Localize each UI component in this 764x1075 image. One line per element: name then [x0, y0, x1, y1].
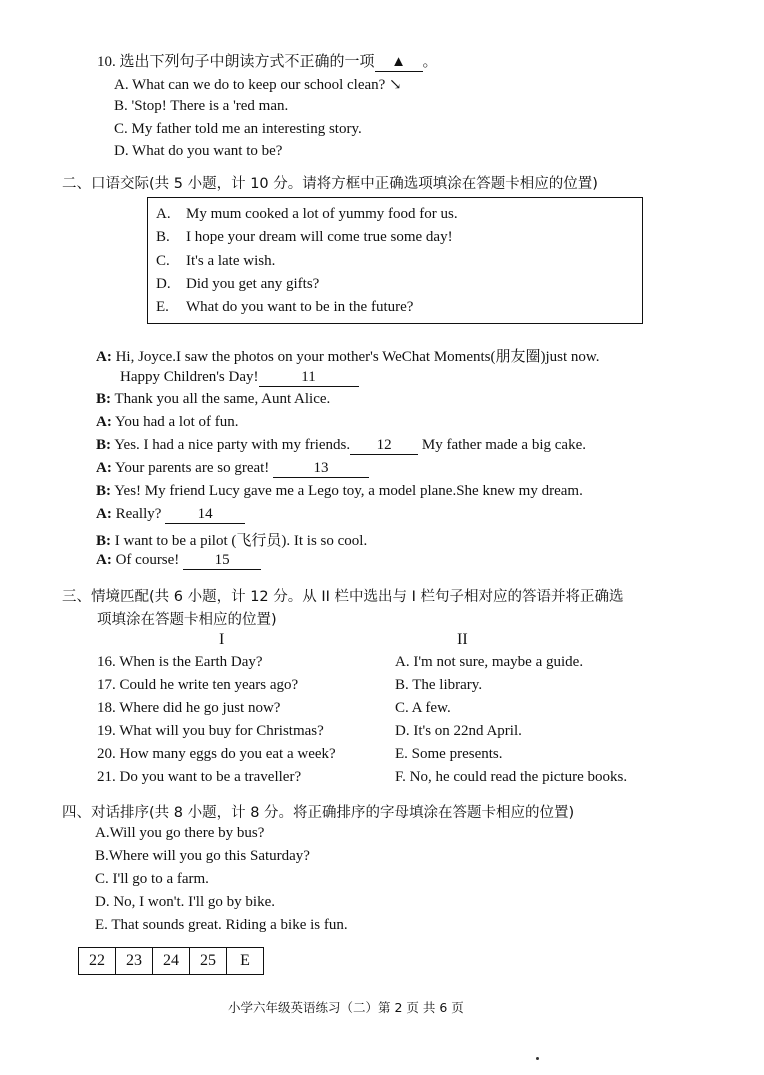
section3-title-line2: 项填涂在答题卡相应的位置): [97, 612, 277, 628]
dialogue-line-7: [96, 483, 583, 500]
dialogue-text: I want to be a pilot (飞行员). It is so cool.: [114, 533, 368, 549]
column-i-header: I: [219, 631, 225, 648]
box-option-letter: A.: [156, 206, 171, 222]
speaker-label: B:: [96, 391, 111, 407]
dialogue-text: Really?: [115, 506, 162, 522]
box-option-letter: B.: [156, 229, 170, 245]
q10-option-c: C. My father told me an interesting story.: [114, 121, 362, 137]
dialogue-line-6: [96, 460, 369, 478]
match-question-16: 16. When is the Earth Day?: [97, 654, 263, 670]
answer-blank-11: 11: [259, 369, 359, 387]
speaker-label: A:: [96, 349, 112, 365]
answer-blank-14: 14: [165, 506, 245, 524]
box-option-d: [156, 276, 319, 293]
answer-blank-12: 12: [350, 437, 418, 455]
dialogue-line-10: [96, 552, 261, 570]
order-line-b: B.Where will you go this Saturday?: [95, 848, 310, 864]
q10-blank: [375, 54, 423, 72]
match-question-19: 19. What will you buy for Christmas?: [97, 723, 324, 739]
match-answer-a: A. I'm not sure, maybe a guide.: [395, 654, 584, 670]
dialogue-text: Thank you all the same, Aunt Alice.: [114, 391, 331, 407]
box-option-text: I hope your dream will come true some day!: [186, 229, 453, 245]
page-footer: 小学六年级英语练习（二）第 2 页 共 6 页: [228, 1000, 464, 1015]
section3-title-line1: 三、情境匹配(共 6 小题，计 12 分。从 II 栏中选出与 I 栏句子相对应的答语并将正确选: [62, 589, 624, 605]
q10-prompt: [97, 50, 438, 72]
order-line-e: E. That sounds great. Riding a bike is fun.: [95, 917, 348, 933]
order-line-c: C. I'll go to a farm.: [95, 871, 209, 887]
box-option-letter: D.: [156, 276, 171, 292]
answer-order-table: [78, 947, 264, 975]
match-question-18: 18. Where did he go just now?: [97, 700, 281, 716]
box-option-text: My mum cooked a lot of yummy food for us.: [186, 206, 458, 222]
answer-cell-25: 25: [190, 948, 227, 975]
answer-blank-13: 13: [273, 460, 369, 478]
scan-speck: [536, 1057, 539, 1060]
order-line-a: A.Will you go there by bus?: [95, 825, 265, 841]
dialogue-text: Of course!: [115, 552, 180, 568]
box-option-text: What do you want to be in the future?: [186, 299, 414, 315]
box-option-e: [156, 299, 413, 316]
box-option-letter: E.: [156, 299, 169, 315]
q10-option-a: A. What can we do to keep our school clean? ↘: [114, 77, 402, 93]
q10-end: 。: [422, 54, 438, 70]
q10-blank-mark: ▲: [391, 54, 406, 70]
dialogue-text: Yes! My friend Lucy gave me a Lego toy, a model plane.She knew my dream.: [114, 483, 583, 499]
section4-title: 四、对话排序(共 8 小题，计 8 分。将正确排序的字母填涂在答题卡相应的位置): [62, 805, 575, 821]
dialogue-line-5: [96, 437, 586, 455]
dialogue-text: Yes. I had a nice party with my friends.: [114, 437, 351, 453]
dialogue-line-3: [96, 391, 330, 408]
speaker-label: B:: [96, 483, 111, 499]
dialogue-line-9: [96, 529, 367, 550]
dialogue-line-1: [96, 345, 600, 366]
speaker-label: B:: [96, 437, 111, 453]
dialogue-line-8: [96, 506, 245, 524]
match-answer-c: C. A few.: [395, 700, 451, 716]
box-option-a: [156, 206, 458, 223]
order-line-d: D. No, I won't. I'll go by bike.: [95, 894, 275, 910]
dialogue-text: Your parents are so great!: [115, 460, 270, 476]
answer-cell-24: 24: [153, 948, 190, 975]
speaker-label: A:: [96, 552, 112, 568]
box-option-text: Did you get any gifts?: [186, 276, 320, 292]
box-option-c: [156, 253, 275, 270]
match-answer-e: E. Some presents.: [395, 746, 503, 762]
answer-cell-23: 23: [116, 948, 153, 975]
answer-cell-22: 22: [79, 948, 116, 975]
speaker-label: B:: [96, 533, 111, 549]
box-option-text: It's a late wish.: [186, 253, 276, 269]
section2-option-box: [147, 197, 643, 324]
match-answer-d: D. It's on 22nd April.: [395, 723, 522, 739]
dialogue-text: My father made a big cake.: [421, 437, 586, 453]
dialogue-text: Happy Children's Day!: [120, 369, 259, 385]
q10-option-b: B. 'Stop! There is a 'red man.: [114, 98, 289, 114]
speaker-label: A:: [96, 414, 112, 430]
match-question-20: 20. How many eggs do you eat a week?: [97, 746, 336, 762]
speaker-label: A:: [96, 506, 112, 522]
answer-cell-e: E: [227, 948, 264, 975]
q10-number: 10.: [97, 54, 116, 70]
dialogue-line-4: [96, 414, 239, 431]
q10-option-d: D. What do you want to be?: [114, 143, 283, 159]
dialogue-text: You had a lot of fun.: [115, 414, 239, 430]
dialogue-text: Hi, Joyce.I saw the photos on your mother's WeChat Moments(朋友圈)just now.: [115, 349, 600, 365]
box-option-b: [156, 229, 453, 246]
dialogue-line-2: [120, 369, 359, 387]
box-option-letter: C.: [156, 253, 170, 269]
match-question-21: 21. Do you want to be a traveller?: [97, 769, 302, 785]
section2-title: 二、口语交际(共 5 小题，计 10 分。请将方框中正确选项填涂在答题卡相应的位置): [62, 176, 598, 192]
match-answer-b: B. The library.: [395, 677, 483, 693]
q10-text: 选出下列句子中朗读方式不正确的一项: [119, 54, 375, 70]
answer-blank-15: 15: [183, 552, 261, 570]
speaker-label: A:: [96, 460, 112, 476]
match-answer-f: F. No, he could read the picture books.: [395, 769, 628, 785]
column-ii-header: II: [457, 631, 468, 648]
match-question-17: 17. Could he write ten years ago?: [97, 677, 299, 693]
